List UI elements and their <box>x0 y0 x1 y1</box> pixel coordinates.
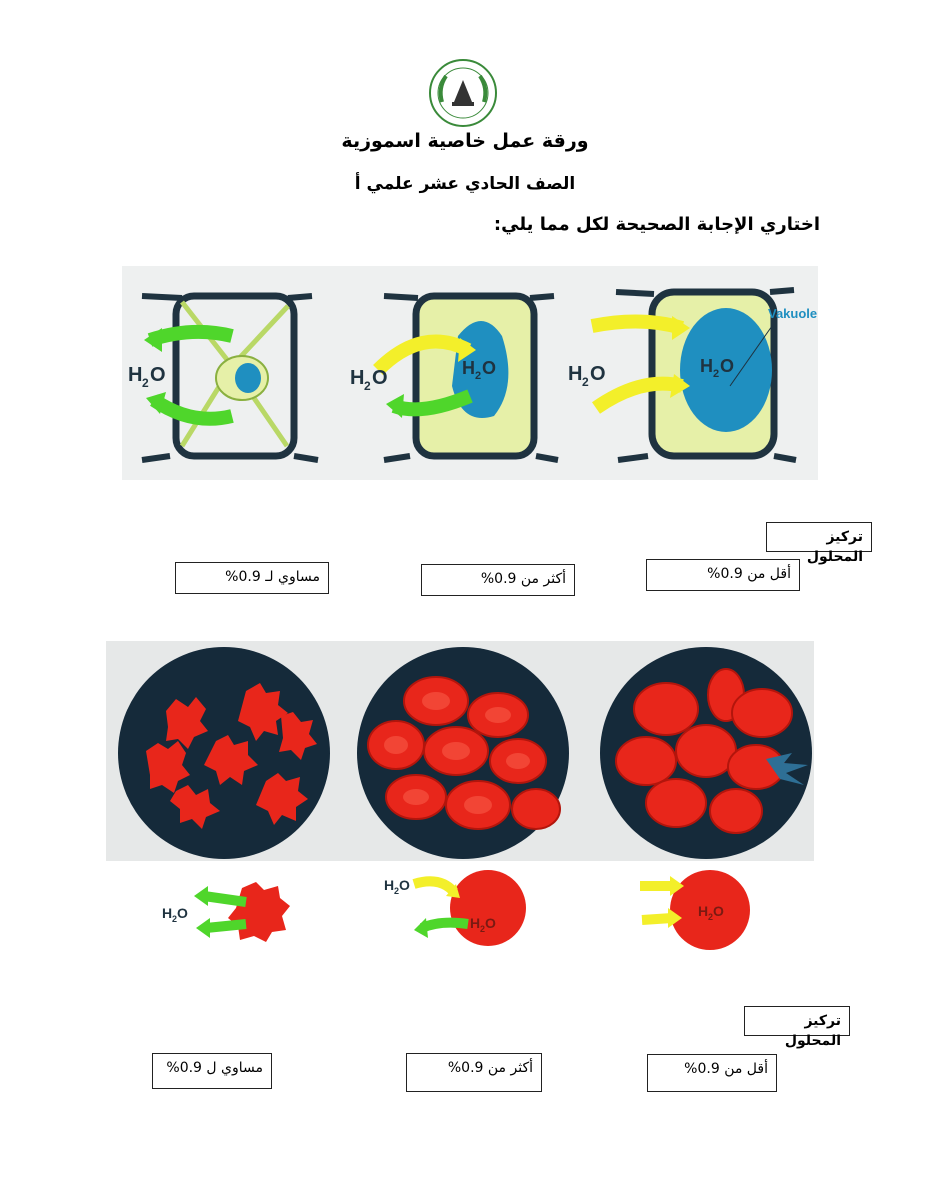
svg-text:O: O <box>713 903 724 919</box>
svg-text:O: O <box>177 905 188 921</box>
normal-blood-cells-dish <box>357 647 569 859</box>
svg-text:H: H <box>698 903 709 919</box>
normal-plant-cell <box>350 296 558 460</box>
plant-cells-figure <box>122 266 818 480</box>
svg-text:H: H <box>128 364 143 386</box>
svg-text:2: 2 <box>713 368 720 380</box>
svg-text:H: H <box>700 356 713 376</box>
svg-text:O: O <box>482 358 497 378</box>
svg-text:O: O <box>150 364 166 386</box>
single-blood-cells-figure <box>150 866 790 950</box>
grade-label: الصف الحادي عشر علمي أ <box>354 174 576 194</box>
svg-text:H: H <box>384 877 395 893</box>
normal-single-cell <box>384 870 526 946</box>
plant-option-less[interactable]: أقل من 0.9% <box>646 559 800 591</box>
plasmolysed-plant-cell <box>128 296 318 460</box>
plant-question-label: تركيز المحلول <box>766 522 872 552</box>
svg-text:H: H <box>568 363 583 385</box>
worksheet-title: ورقة عمل خاصية اسموزية <box>341 130 589 152</box>
svg-text:O: O <box>485 915 496 931</box>
svg-text:2: 2 <box>394 886 400 896</box>
svg-text:2: 2 <box>708 912 714 922</box>
svg-text:O: O <box>590 363 606 385</box>
blood-option-less[interactable]: أقل من 0.9% <box>647 1054 777 1092</box>
svg-text:2: 2 <box>142 376 149 390</box>
svg-text:2: 2 <box>364 379 371 393</box>
svg-text:H: H <box>350 367 365 389</box>
instruction-text: اختاري الإجابة الصحيحة لكل مما يلي: <box>493 214 820 235</box>
vacuole-label: Vakuole <box>768 306 818 321</box>
blood-option-more[interactable]: أكثر من 0.9% <box>406 1053 542 1092</box>
blood-cells-figure <box>106 641 814 861</box>
svg-text:H: H <box>470 915 481 931</box>
plant-option-equal[interactable]: مساوي لـ 0.9% <box>175 562 329 594</box>
swollen-blood-cells-dish <box>600 647 812 859</box>
turgid-plant-cell <box>568 290 817 460</box>
svg-text:2: 2 <box>172 914 178 924</box>
svg-text:2: 2 <box>582 375 589 389</box>
plant-option-more[interactable]: أكثر من 0.9% <box>421 564 575 596</box>
svg-text:2: 2 <box>480 924 486 934</box>
school-logo <box>428 58 498 128</box>
svg-text:O: O <box>720 356 735 376</box>
svg-text:O: O <box>399 877 410 893</box>
swollen-single-cell <box>640 870 750 950</box>
svg-text:H: H <box>162 905 173 921</box>
svg-text:H: H <box>462 358 475 378</box>
crenated-blood-cells-dish <box>118 647 330 859</box>
blood-question-label: تركيز المحلول <box>744 1006 850 1036</box>
svg-text:2: 2 <box>475 370 482 382</box>
svg-text:O: O <box>372 367 388 389</box>
crenated-single-cell <box>162 882 290 942</box>
blood-option-equal[interactable]: مساوي ل 0.9% <box>152 1053 272 1089</box>
